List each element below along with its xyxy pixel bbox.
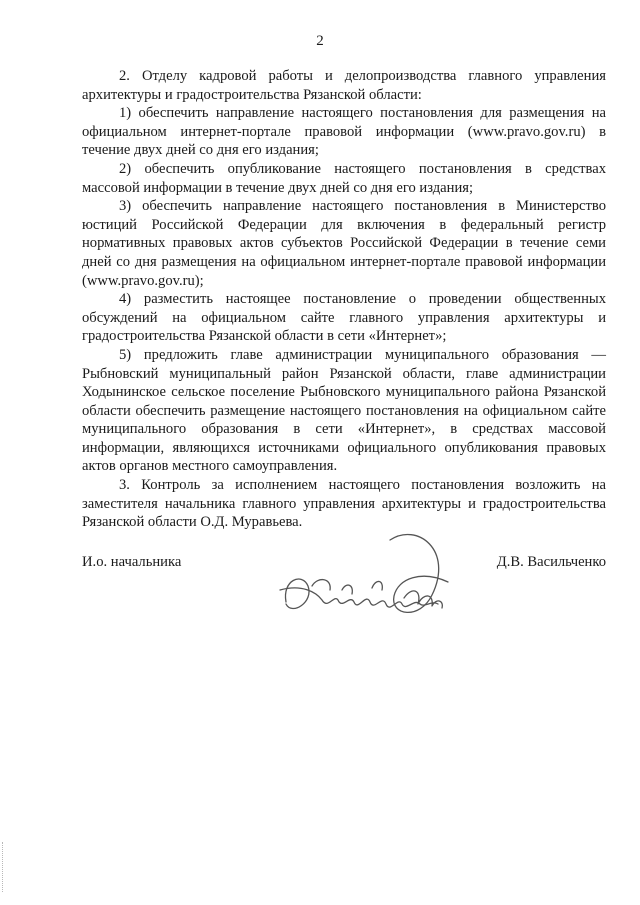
scan-edge-mark [2, 842, 5, 892]
subitem-1: 1) обеспечить направление настоящего постановления для размещения на официальном интернет-портале правовой информации (www.pravo.gov.ru) в течение двух дней со дня его издания; [82, 105, 606, 159]
signature-block [82, 554, 606, 674]
handwritten-signature-icon [272, 520, 462, 640]
paragraph-item-2: 2. Отделу кадровой работы и делопроизводства главного управления архитектуры и градостроительства Рязанской области: [82, 68, 606, 103]
signer-title: И.о. начальника [82, 554, 182, 570]
signer-name: Д.В. Васильченко [496, 554, 606, 570]
subitem-4: 4) разместить настоящее постановление о проведении общественных обсуждений на официальном сайте главного управления архитектуры и градостроительства Рязанской области в сети «Интернет»; [82, 291, 606, 345]
paragraph-item-3: 3. Контроль за исполнением настоящего постановления возложить на заместителя начальника главного управления архитектуры и градостроительства Рязанской области О.Д. Муравьева. [82, 477, 606, 531]
page-number: 2 [316, 33, 324, 49]
subitem-5: 5) предложить главе администрации муниципального образования — Рыбновский муниципальный район Рязанской области, главе администрации Ходынинское сельское поселение Рыбновского муниципального района Рязанской области обеспечить размещение настоящего постановления на официальном сайте муниципального образования в сети «Интернет», в средствах массовой информации, являющихся источниками официального опубликования правовых актов органов местного самоуправления. [82, 346, 606, 475]
document-body [82, 67, 606, 532]
subitem-2: 2) обеспечить опубликование настоящего постановления в средствах массовой информации в течение двух дней со дня его издания; [82, 160, 606, 196]
subitem-3: 3) обеспечить направление настоящего постановления в Министерство юстиций Российской Федерации для включения в федеральный регистр нормативных правовых актов субъектов Российской Федерации в течение семи дней со дня размещения на официальном интернет-портале правовой информации (www.pravo.gov.ru); [82, 198, 606, 289]
